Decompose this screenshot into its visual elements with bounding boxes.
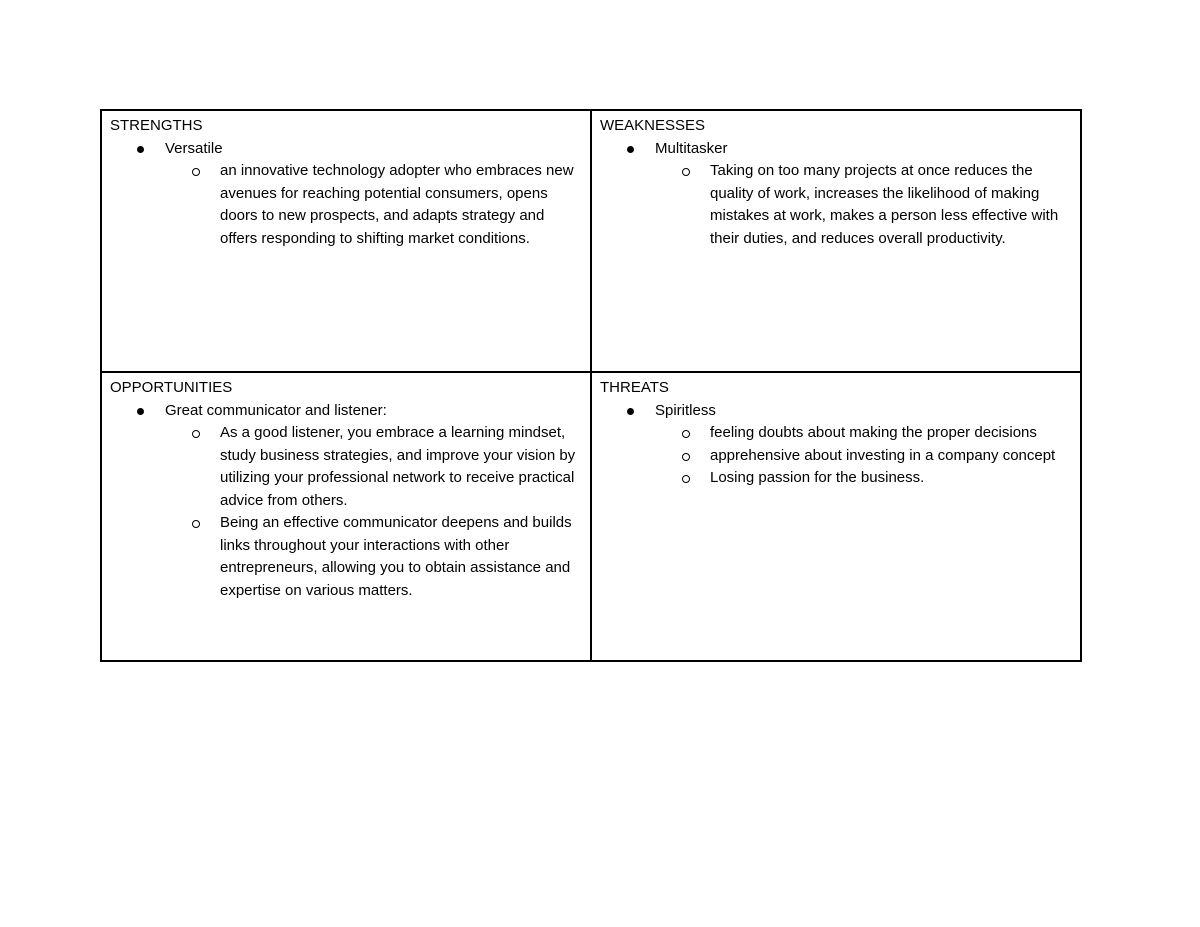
weaknesses-heading: WEAKNESSES	[600, 117, 706, 134]
strengths-heading: STRENGTHS	[110, 117, 203, 134]
bullet-icon	[137, 408, 144, 415]
bullet-icon	[137, 146, 144, 153]
threats-point-text: Spiritless	[655, 401, 716, 419]
weaknesses-point-text: Multitasker	[655, 139, 728, 157]
threats-subpoint	[600, 422, 1072, 445]
circle-bullet-icon	[682, 430, 690, 438]
opportunities-subpoint-text: Being an effective communicator deepens and builds links throughout your interactions with other entrepreneurs, allowing you to obtain assistance and expertise on various matters.	[220, 514, 572, 599]
weaknesses-point	[600, 138, 1072, 161]
strengths-point	[110, 138, 582, 161]
bullet-icon	[627, 146, 634, 153]
weaknesses-cell	[591, 110, 1081, 372]
strengths-point-text: Versatile	[165, 139, 223, 157]
threats-subpoint-text: Losing passion for the business.	[710, 469, 925, 486]
threats-cell	[591, 372, 1081, 661]
swot-table	[100, 109, 1082, 662]
circle-bullet-icon	[192, 520, 200, 528]
threats-subpoint-text: feeling doubts about making the proper decisions	[710, 424, 1037, 441]
circle-bullet-icon	[192, 430, 200, 438]
opportunities-heading: OPPORTUNITIES	[110, 379, 233, 396]
threats-subpoint	[600, 467, 1072, 490]
swot-row-top	[101, 110, 1081, 372]
circle-bullet-icon	[682, 453, 690, 461]
weaknesses-subpoints	[600, 160, 1072, 250]
opportunities-point-text: Great communicator and listener:	[165, 401, 387, 419]
threats-subpoints	[600, 422, 1072, 490]
opportunities-cell	[101, 372, 591, 661]
threats-subpoint-text: apprehensive about investing in a company concept	[710, 446, 1056, 464]
bullet-icon	[627, 408, 634, 415]
opportunities-point	[110, 400, 582, 423]
weaknesses-subpoint-text: Taking on too many projects at once reduces the quality of work, increases the likelihood of making mistakes at work, makes a person less effective with their duties, and reduces overall productivity.	[710, 162, 1059, 247]
threats-point	[600, 400, 1072, 423]
strengths-cell	[101, 110, 591, 372]
opportunities-subpoint-text: As a good listener, you embrace a learning mindset, study business strategies, and improve your vision by utilizing your professional network to receive practical advice from others.	[220, 424, 576, 509]
circle-bullet-icon	[192, 168, 200, 176]
strengths-subpoint-text: an innovative technology adopter who embraces new avenues for reaching potential consumers, opens doors to new prospects, and adapts strategy and offers responding to shifting market conditions.	[220, 162, 574, 247]
threats-subpoint	[600, 445, 1072, 468]
opportunities-subpoint	[110, 512, 582, 602]
threats-heading: THREATS	[600, 379, 669, 396]
circle-bullet-icon	[682, 168, 690, 176]
weaknesses-subpoint	[600, 160, 1072, 250]
opportunities-subpoints	[110, 422, 582, 602]
circle-bullet-icon	[682, 475, 690, 483]
opportunities-subpoint	[110, 422, 582, 512]
strengths-subpoints	[110, 160, 582, 250]
swot-row-bottom	[101, 372, 1081, 661]
strengths-subpoint	[110, 160, 582, 250]
